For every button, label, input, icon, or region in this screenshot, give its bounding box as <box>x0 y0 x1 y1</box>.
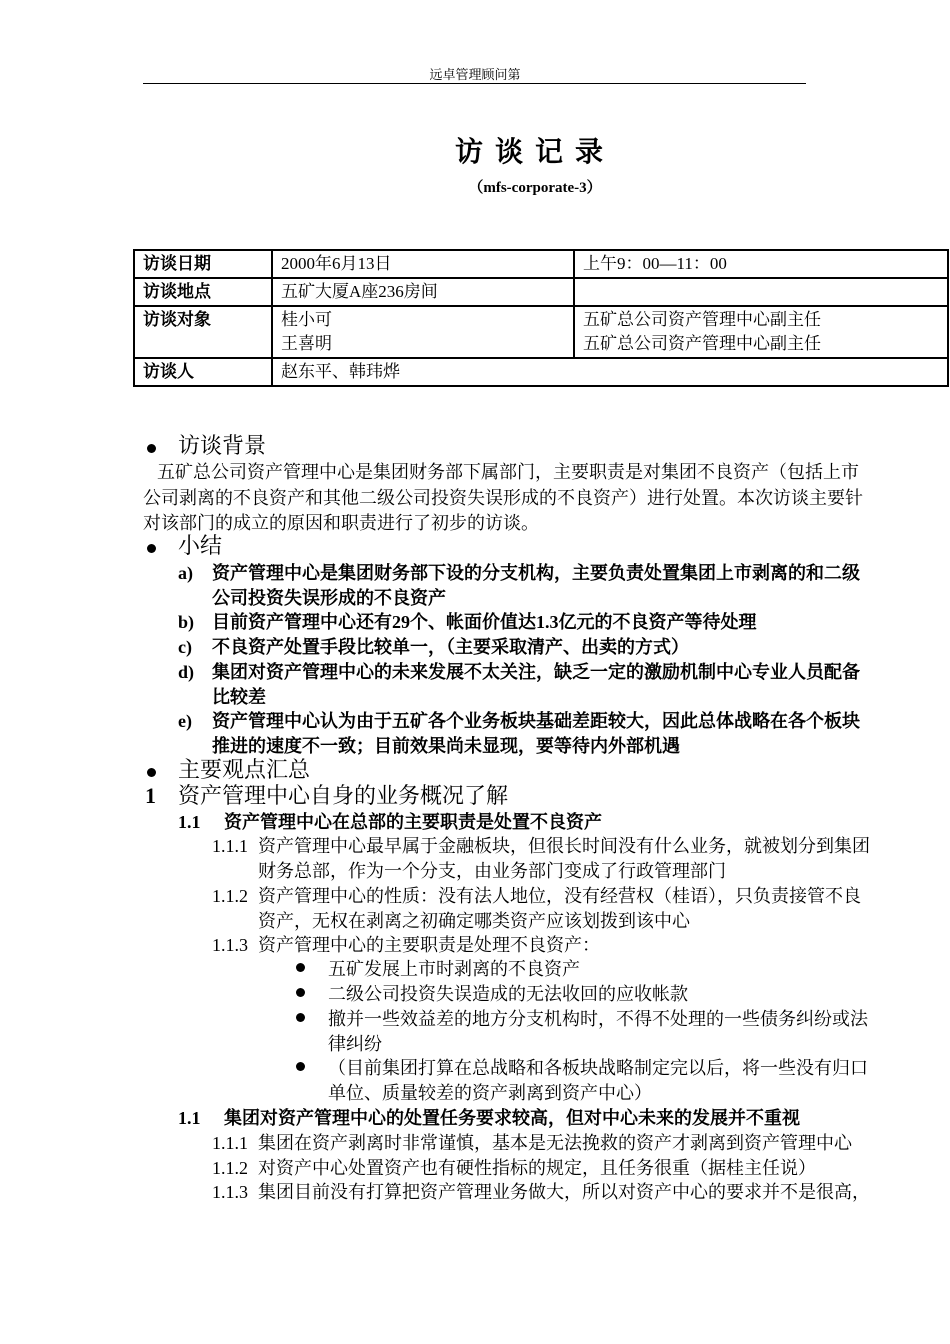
summary-item-line: 不良资产处置手段比较单一，（主要采取清产、出卖的方式） <box>212 637 689 657</box>
background-line: 公司剥离的不良资产和其他二级公司投资失误形成的不良资产）进行处置。本次访谈主要针 <box>143 488 863 508</box>
duty-line: （目前集团打算在总战略和各板块战略制定完以后，将一些没有归口 <box>328 1058 868 1078</box>
subject-2-title: 五矿总公司资产管理中心副主任 <box>583 334 821 353</box>
duty-line: 单位、质量较差的资产剥离到资产中心） <box>328 1083 652 1103</box>
item-line: 资产管理中心最早属于金融板块，但很长时间没有什么业务，就被划分到集团 <box>258 836 870 856</box>
section-title: 资产管理中心自身的业务概况了解 <box>178 783 509 808</box>
item-number: 1.1.2 <box>212 886 248 906</box>
summary-item-line: 公司投资失误形成的不良资产 <box>212 588 446 608</box>
page-title: 访谈记录 <box>454 137 615 168</box>
place-label: 访谈地点 <box>134 278 272 306</box>
bullet-icon <box>147 768 156 777</box>
empty-cell <box>574 278 948 306</box>
summary-item-line: 资产管理中心认为由于五矿各个业务板块基础差距较大，因此总体战略在各个板块 <box>212 711 860 731</box>
summary-item-line: 比较差 <box>212 687 266 707</box>
subject-titles <box>574 306 948 358</box>
item-line: 财务总部，作为一个分支，由业务部门变成了行政管理部门 <box>258 861 726 881</box>
background-line: 五矿总公司资产管理中心是集团财务部下属部门，主要职责是对集团不良资产（包括上市 <box>157 462 859 482</box>
bullet-icon <box>147 544 156 553</box>
date-label: 访谈日期 <box>134 250 272 278</box>
interviewer-value: 赵东平、韩玮烨 <box>272 358 948 386</box>
interviewer-label: 访谈人 <box>134 358 272 386</box>
summary-item-line: 目前资产管理中心还有29个、帐面价值达1.3亿元的不良资产等待处理 <box>212 612 757 632</box>
subsection-number: 1.1 <box>178 1108 201 1128</box>
subject-1-name: 桂小可 <box>281 310 332 329</box>
interview-info-table <box>133 249 949 387</box>
main-points-heading: 主要观点汇总 <box>178 757 311 782</box>
table-row <box>134 358 948 386</box>
page-header: 远卓管理顾问第 <box>429 67 521 82</box>
summary-item-line: 资产管理中心是集团财务部下设的分支机构，主要负责处置集团上市剥离的和二级 <box>212 563 860 583</box>
bullet-icon <box>147 444 156 453</box>
background-line: 对该部门的成立的原因和职责进行了初步的访谈。 <box>143 513 539 533</box>
duty-line: 撤并一些效益差的地方分支机构时，不得不处理的一些债务纠纷或法 <box>328 1009 868 1029</box>
subsection-number: 1.1 <box>178 812 201 832</box>
date-value: 2000年6月13日 <box>272 250 574 278</box>
subsection-title: 集团对资产管理中心的处置任务要求较高，但对中心未来的发展并不重视 <box>224 1108 800 1128</box>
bullet-icon <box>296 988 305 997</box>
item-line: 集团在资产剥离时非常谨慎，基本是无法挽救的资产才剥离到资产管理中心 <box>258 1133 852 1153</box>
item-number: 1.1.1 <box>212 836 248 856</box>
section-number: 1 <box>145 783 156 808</box>
item-line: 集团目前没有打算把资产管理业务做大，所以对资产中心的要求并不是很高， <box>258 1182 870 1202</box>
duty-line: 律纠纷 <box>328 1034 382 1054</box>
summary-marker: d) <box>178 662 195 682</box>
subject-names <box>272 306 574 358</box>
subsection-title: 资产管理中心在总部的主要职责是处置不良资产 <box>224 812 602 832</box>
summary-item-line: 集团对资产管理中心的未来发展不太关注，缺乏一定的激励机制中心专业人员配备 <box>212 662 860 682</box>
summary-marker: b) <box>178 612 195 632</box>
item-number: 1.1.2 <box>212 1158 248 1178</box>
subject-label: 访谈对象 <box>134 306 272 358</box>
summary-marker: e) <box>178 711 192 731</box>
item-number: 1.1.3 <box>212 935 248 955</box>
document-code: （mfs-corporate-3） <box>468 180 602 196</box>
item-line: 对资产中心处置资产也有硬性指标的规定，且任务很重（据桂主任说） <box>258 1158 816 1178</box>
bullet-icon <box>296 1013 305 1022</box>
summary-marker: a) <box>178 563 193 583</box>
subject-2-name: 王喜明 <box>281 334 332 353</box>
item-line: 资产管理中心的主要职责是处理不良资产： <box>258 935 600 955</box>
duty-line: 五矿发展上市时剥离的不良资产 <box>328 959 580 979</box>
summary-marker: c) <box>178 637 192 657</box>
table-row <box>134 250 948 278</box>
item-line: 资产管理中心的性质：没有法人地位，没有经营权（桂语），只负责接管不良 <box>258 886 861 906</box>
subject-1-title: 五矿总公司资产管理中心副主任 <box>583 310 821 329</box>
bullet-icon <box>296 1062 305 1071</box>
place-value: 五矿大厦A座236房间 <box>272 278 574 306</box>
time-value: 上午9：00—11：00 <box>574 250 948 278</box>
background-heading: 访谈背景 <box>178 433 267 458</box>
header-rule <box>143 83 806 84</box>
item-number: 1.1.1 <box>212 1133 248 1153</box>
table-row <box>134 306 948 358</box>
item-number: 1.1.3 <box>212 1182 248 1202</box>
summary-heading: 小结 <box>178 533 223 558</box>
bullet-icon <box>296 963 305 972</box>
item-line: 资产，无权在剥离之初确定哪类资产应该划拨到该中心 <box>258 911 690 931</box>
summary-item-line: 推进的速度不一致；目前效果尚未显现，要等待内外部机遇 <box>212 736 680 756</box>
duty-line: 二级公司投资失误造成的无法收回的应收帐款 <box>328 984 688 1004</box>
table-row <box>134 278 948 306</box>
